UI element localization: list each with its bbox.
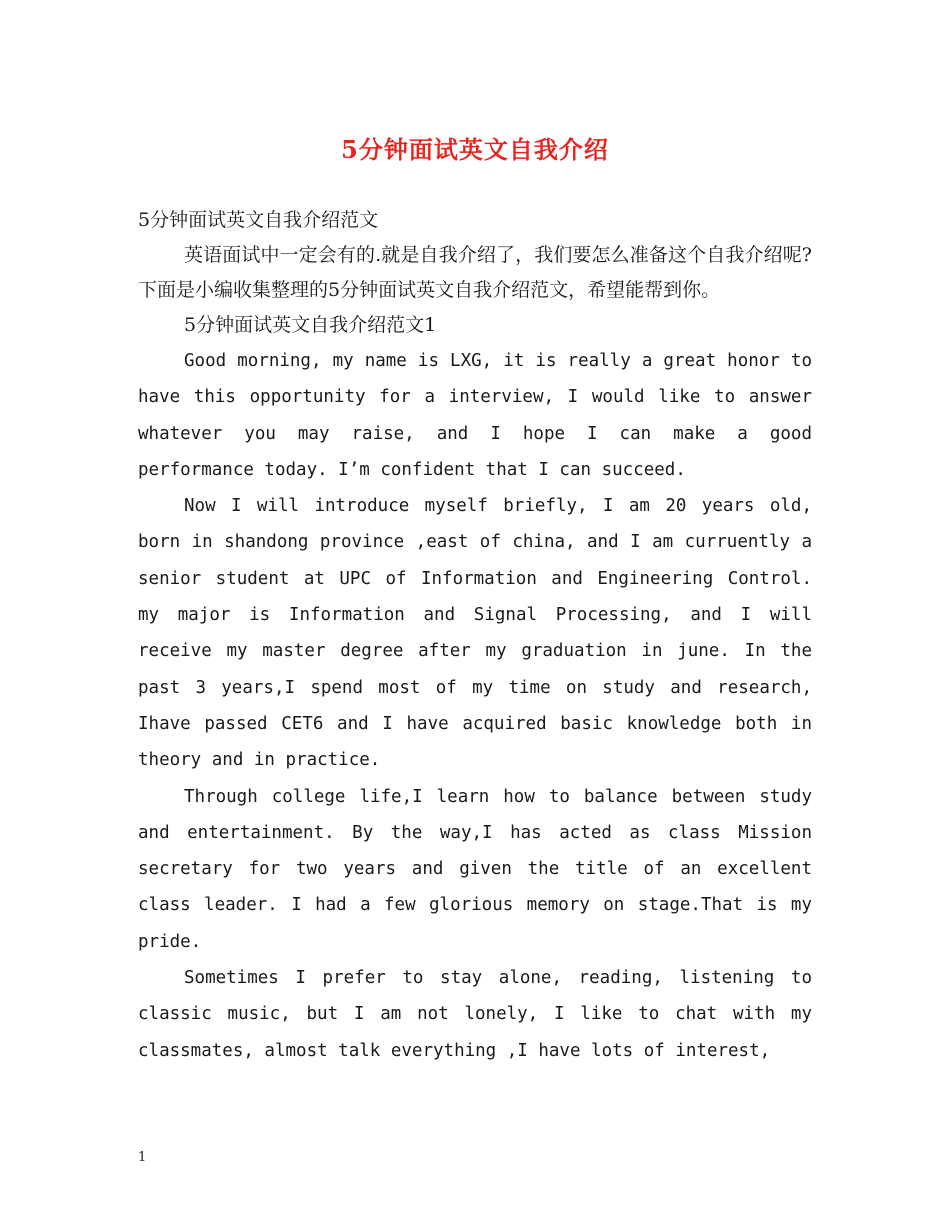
document-title: 5分钟面试英文自我介绍 (341, 135, 609, 164)
body-paragraph-2: Now I will introduce myself briefly, I am 20 years old, born in shandong province ,east of china, and I am curruently a senior student at UPC of Information and Engineering Control. my major is Information and Signal Processing, and I will receive my master degree after my graduation in june. In the past 3 years,I spend most of my time on study and research, Ihave passed CET6 and I have acquired basic knowledge both in theory and in practice. (138, 496, 812, 771)
intro-paragraph: 英语面试中一定会有的.就是自我介绍了，我们要怎么准备这个自我介绍呢?下面是小编收集整理的5分钟面试英文自我介绍范文，希望能帮到你。 (138, 244, 812, 301)
body-paragraph-4: Sometimes I prefer to stay alone, reading, listening to classic music, but I am not lonely, I like to chat with my classmates, almost talk everything ,I have lots of interest, (138, 968, 812, 1061)
document-body (138, 203, 812, 1069)
body-paragraph-3: Through college life,I learn how to balance between study and entertainment. By the way,I has acted as class Mission secretary for two years and given the title of an excellent class leader. I had a few glorious memory on stage.That is my pride. (138, 786, 812, 952)
sample-subheading: 5分钟面试英文自我介绍范文1 (184, 314, 437, 336)
body-paragraph-1: Good morning, my name is LXG, it is really a great honor to have this opportunity for a interview, I would like to answer whatever you may raise, and I hope I can make a good performance today. I’m confident that I can succeed. (138, 351, 812, 480)
section-heading: 5分钟面试英文自我介绍范文 (138, 209, 379, 231)
page-number: 1 (138, 1150, 147, 1165)
